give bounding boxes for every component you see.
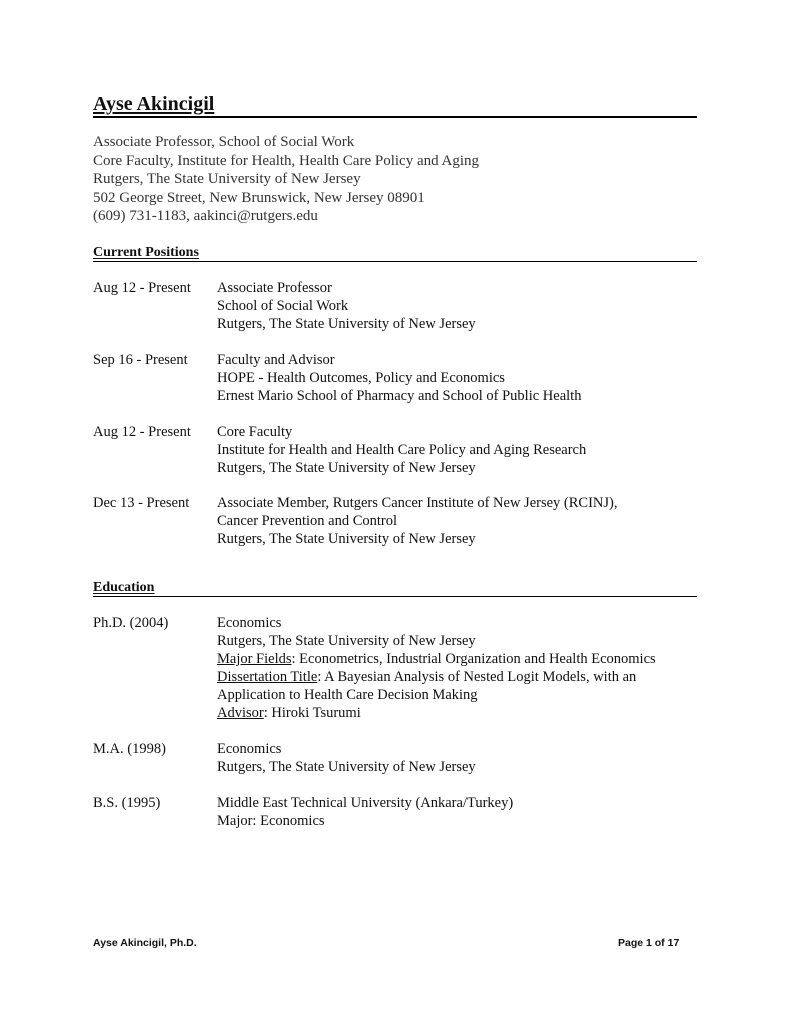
contact-university: Rutgers, The State University of New Jersey [93,171,361,187]
degree-field: Economics [217,741,282,757]
position-title: Faculty and Advisor [217,352,335,368]
position-date: Aug 12 - Present [93,280,191,296]
advisor-label: Advisor [217,705,264,721]
position-date: Sep 16 - Present [93,352,188,368]
contact-title: Associate Professor, School of Social Work [93,134,355,150]
position-org: Rutgers, The State University of New Jersey [217,531,476,547]
cv-name-heading [93,92,697,118]
position-org: Rutgers, The State University of New Jersey [217,316,476,332]
major-fields-label: Major Fields [217,651,292,667]
position-org: Ernest Mario School of Pharmacy and School of Public Health [217,388,582,404]
degree-school: Middle East Technical University (Ankara/Turkey) [217,795,514,811]
section-heading-education: Education [93,580,697,597]
contact-affiliation: Core Faculty, Institute for Health, Health Care Policy and Aging [93,152,480,169]
dissertation-label: Dissertation Title [217,669,318,685]
degree-school: Rutgers, The State University of New Jersey [217,759,476,775]
advisor-value: : Hiroki Tsurumi [263,705,361,721]
position-unit: Cancer Prevention and Control [217,513,397,529]
footer-page-number: Page 1 of 17 [618,937,680,949]
position-unit: HOPE - Health Outcomes, Policy and Economics [217,370,505,386]
degree-date: B.S. (1995) [93,795,161,811]
contact-phone-email: (609) 731-1183, aakinci@rutgers.edu [93,208,318,224]
position-title: Associate Member, Rutgers Cancer Institute of New Jersey (RCINJ), [217,495,618,511]
dissertation-title-cont: Application to Health Care Decision Making [217,687,478,703]
position-unit: School of Social Work [217,298,349,314]
dissertation-title [217,668,702,686]
degree-major: Major: Economics [217,813,325,829]
position-title: Core Faculty [217,424,293,440]
contact-block [93,133,479,226]
position-date: Aug 12 - Present [93,424,191,440]
section-heading-current-positions: Current Positions [93,245,697,262]
dissertation-value: : A Bayesian Analysis of Nested Logit Models, with an [317,669,637,685]
position-title: Associate Professor [217,280,332,296]
degree-school: Rutgers, The State University of New Jersey [217,633,476,649]
position-unit: Institute for Health and Health Care Policy and Aging Research [217,442,587,458]
footer-author: Ayse Akincigil, Ph.D. [93,937,197,949]
position-org: Rutgers, The State University of New Jersey [217,460,476,476]
degree-field: Economics [217,615,282,631]
degree-date: M.A. (1998) [93,741,166,757]
advisor [217,704,702,722]
major-fields [217,650,702,668]
cv-name: Ayse Akincigil [93,93,215,115]
major-fields-value: : Econometrics, Industrial Organization and Health Economics [291,651,656,667]
contact-address: 502 George Street, New Brunswick, New Jersey 08901 [93,189,425,206]
degree-date: Ph.D. (2004) [93,615,169,631]
position-date: Dec 13 - Present [93,495,190,511]
